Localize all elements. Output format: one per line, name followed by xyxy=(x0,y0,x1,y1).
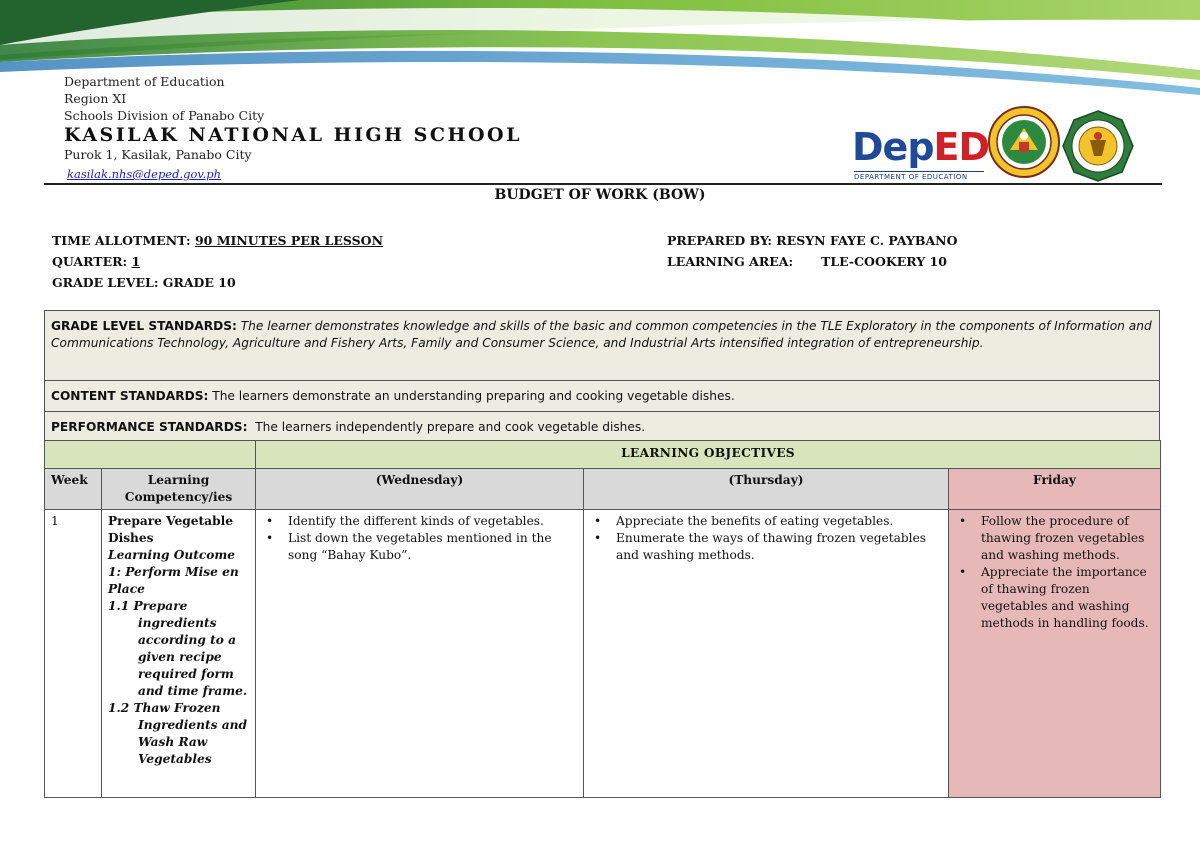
content-standards-label: CONTENT STANDARDS: xyxy=(51,389,209,403)
col-thursday: (Thursday) xyxy=(584,469,949,510)
learning-area-value: TLE-COOKERY 10 xyxy=(821,254,947,269)
prepared-by: PREPARED BY: RESYN FAYE C. PAYBANO xyxy=(667,233,958,248)
performance-standards xyxy=(45,412,1160,443)
email-link[interactable]: kasilak.nhs@deped.gov.ph xyxy=(67,167,221,181)
region-line: Region XI xyxy=(64,91,127,106)
table-row xyxy=(45,510,1161,798)
quarter xyxy=(52,253,140,270)
performance-standards-label: PERFORMANCE STANDARDS: xyxy=(51,420,248,434)
list-item: • Enumerate the ways of thawing frozen vegetables and washing methods. xyxy=(590,530,942,564)
col-competency: Learning Competency/ies xyxy=(102,469,256,510)
grade-level-standards xyxy=(45,311,1160,381)
competency-title: Prepare Vegetable Dishes xyxy=(108,514,233,545)
school-name: KASILAK NATIONAL HIGH SCHOOL xyxy=(64,124,522,146)
learning-area-label: LEARNING AREA: xyxy=(667,254,794,269)
deped-logo-text-dep: Dep xyxy=(852,125,934,169)
department-line: Department of Education xyxy=(64,74,225,89)
competency-item-2: 1.2 Thaw Frozen Ingredients and Wash Raw Vegetables xyxy=(108,701,248,766)
friday-cell xyxy=(949,510,1161,798)
col-friday: Friday xyxy=(949,469,1161,510)
quarter-value: 1 xyxy=(131,254,141,269)
objectives-header: LEARNING OBJECTIVES xyxy=(256,441,1161,469)
list-item: • Appreciate the importance of thawing frozen vegetables and washing methods in handling foods. xyxy=(955,564,1154,632)
list-item: • Appreciate the benefits of eating vegetables. xyxy=(590,513,942,530)
competency-cell xyxy=(102,510,256,798)
deped-logo-subtitle: DEPARTMENT OF EDUCATION xyxy=(854,171,984,181)
division-line: Schools Division of Panabo City xyxy=(64,108,265,123)
performance-standards-text: The learners independently prepare and cook vegetable dishes. xyxy=(255,420,646,434)
content-standards-text: The learners demonstrate an understanding preparing and cooking vegetable dishes. xyxy=(212,389,735,403)
grade-level-standards-label: GRADE LEVEL STANDARDS: xyxy=(51,319,237,333)
school-header xyxy=(64,73,522,182)
col-wednesday: (Wednesday) xyxy=(256,469,584,510)
learning-objectives-table xyxy=(44,440,1161,798)
thursday-cell xyxy=(584,510,949,798)
address-line: Purok 1, Kasilak, Panabo City xyxy=(64,147,252,162)
standards-table xyxy=(44,310,1160,443)
learning-area xyxy=(667,253,947,270)
list-item: • Follow the procedure of thawing frozen vegetables and washing methods. xyxy=(955,513,1154,564)
list-item: • Identify the different kinds of vegetables. xyxy=(262,513,577,530)
col-week: Week xyxy=(45,469,102,510)
week-cell: 1 xyxy=(45,510,102,798)
division-seal-icon xyxy=(988,106,1060,178)
time-allotment-value: 90 MINUTES PER LESSON xyxy=(194,233,383,248)
content-standards xyxy=(45,381,1160,412)
objectives-header-blank xyxy=(45,441,256,469)
wednesday-cell xyxy=(256,510,584,798)
school-seal-icon xyxy=(1062,110,1134,182)
time-allotment xyxy=(52,232,383,249)
grade-level-standards-text: The learner demonstrates knowledge and skills of the basic and common competencies in the TLE Exploratory in the components of Information and Communications Technology, Agriculture and Fishery Arts, Family and Consumer Science, and Industrial Arts intensified integration of entrepreneurship. xyxy=(51,319,1152,350)
document-title: BUDGET OF WORK (BOW) xyxy=(494,187,706,203)
header-divider xyxy=(44,183,1162,185)
learning-outcome: Learning Outcome 1: Perform Mise en Place xyxy=(108,548,239,596)
quarter-label: QUARTER: xyxy=(52,254,132,269)
deped-logo-text-ed: ED xyxy=(933,125,990,169)
time-allotment-label: TIME ALLOTMENT: xyxy=(52,233,195,248)
competency-item-1: 1.1 Prepare ingredients according to a given recipe required form and time frame. xyxy=(108,599,248,698)
list-item: • List down the vegetables mentioned in the song “Bahay Kubo”. xyxy=(262,530,577,564)
grade-level: GRADE LEVEL: GRADE 10 xyxy=(52,275,236,290)
deped-logo xyxy=(852,125,990,183)
